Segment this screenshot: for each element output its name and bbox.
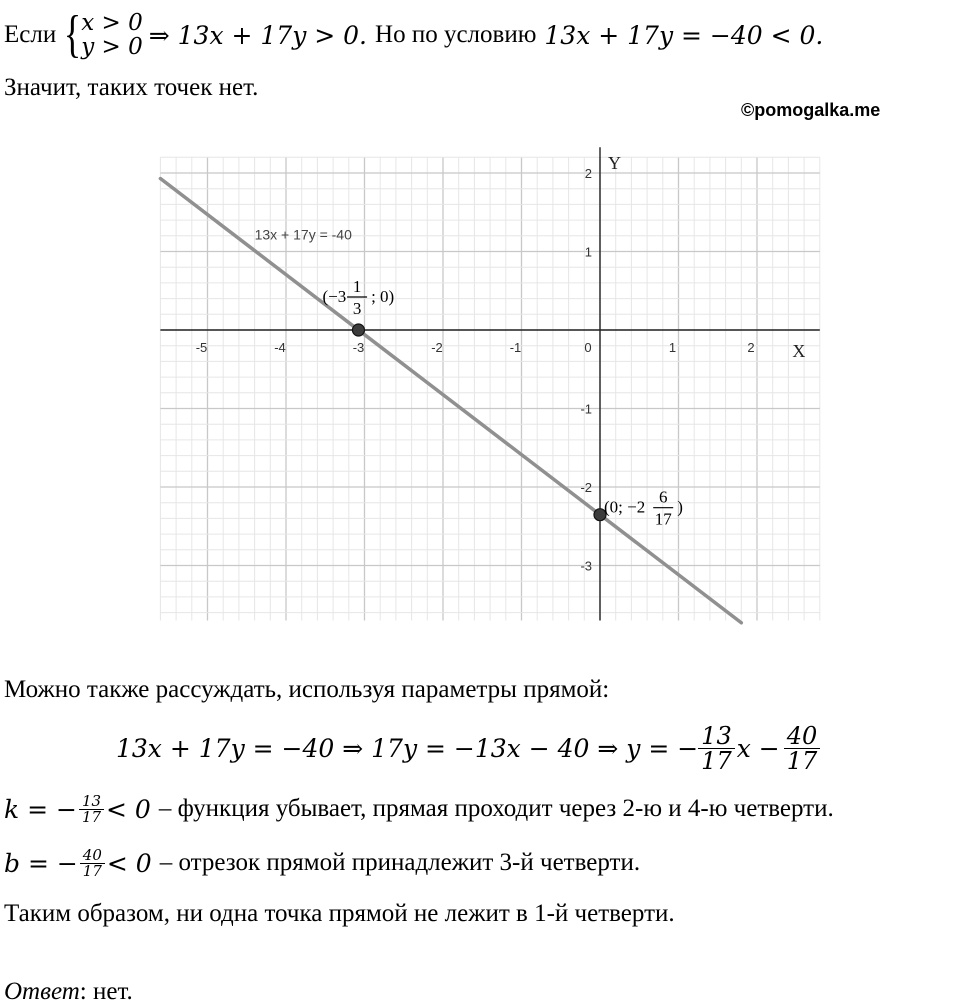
fraction-num: 40 (784, 724, 821, 749)
system-rows (81, 11, 143, 59)
x-tick-label: 2 (747, 340, 755, 355)
fraction-13-17 (698, 721, 735, 775)
params-intro: Можно также рассуждать, используя параметры прямой: (4, 676, 610, 703)
k-rel: < 0 (106, 794, 151, 824)
b-line (4, 840, 640, 886)
k-text: – функция убывает, прямая проходит через 2-ю и 4-ю четверти. (158, 795, 834, 822)
intersection-point (352, 324, 364, 336)
derivation-mid: x − (736, 733, 780, 763)
k-fraction (79, 791, 104, 826)
fraction-num: 40 (80, 848, 105, 864)
answer-line (4, 978, 133, 1006)
point-label-prefix: (0; −2 (604, 497, 646, 517)
y-tick-label: -1 (580, 401, 592, 417)
y-axis-name: Y (608, 153, 621, 174)
x-tick-label: -4 (274, 340, 286, 355)
k-var: k = − (4, 794, 77, 824)
intro-esli: Если (4, 21, 57, 48)
x-tick-label: -3 (352, 340, 365, 355)
derivation-part1: 13x + 17y = −40 ⇒ 17y = −13x − 40 ⇒ y = − (116, 733, 699, 763)
answer-text: : нет. (79, 978, 133, 1005)
fraction-den: 17 (786, 746, 818, 775)
point-label-frac-num: 1 (352, 277, 362, 296)
conclusion-no-points: Значит, таких точек нет. (4, 74, 259, 101)
y-tick-label: -3 (580, 558, 592, 574)
system-row-1: x > 0 (81, 10, 143, 36)
series-line (160, 179, 741, 623)
tick-labels (196, 153, 806, 573)
x-axis-name: X (792, 341, 806, 361)
x-tick-label: 0 (584, 340, 592, 355)
y-tick-label: 1 (584, 244, 592, 260)
derivation-line (116, 712, 820, 784)
intro-condition-text: Но по условию (375, 21, 537, 48)
fraction-num: 13 (698, 724, 735, 749)
y-tick-label: 2 (584, 166, 592, 181)
inequality-system (60, 6, 143, 63)
system-brace: { (63, 6, 82, 63)
system-row-2: y > 0 (81, 34, 143, 60)
point-label-frac-den: 17 (654, 509, 672, 529)
fraction-den: 17 (82, 861, 102, 880)
point-label-prefix: (−3 (322, 287, 347, 306)
point-label-suffix: ; 0) (371, 287, 395, 306)
watermark: ©pomogalka.me (741, 100, 881, 120)
b-text: – отрезок прямой принадлежит 3-й четверти. (159, 849, 641, 876)
fraction-den: 17 (81, 807, 102, 826)
fraction-num: 13 (79, 794, 104, 810)
x-tick-label: -1 (509, 340, 522, 355)
intro-line (4, 6, 824, 63)
series-layer (160, 179, 741, 623)
b-fraction (80, 845, 105, 880)
intro-implies-expr: ⇒ 13x + 17y > 0. (148, 20, 368, 50)
x-tick-label: -5 (195, 340, 208, 355)
point-label-suffix: ) (677, 497, 683, 517)
x-tick-label: 1 (668, 340, 677, 355)
point-label-frac-num: 6 (658, 487, 668, 507)
y-tick-label: -2 (580, 480, 592, 495)
point-label-frac-den: 3 (352, 299, 362, 318)
k-line (4, 786, 834, 832)
b-rel: < 0 (106, 848, 152, 878)
fraction-40-17 (784, 721, 821, 775)
b-var: b = − (4, 848, 78, 878)
series-label: 13x + 17y = -40 (254, 226, 352, 243)
line-plot (150, 140, 825, 630)
conclusion-quadrant: Таким образом, ни одна точка прямой не лежит в 1-й четверти. (4, 900, 675, 927)
answer-label: Ответ (4, 978, 80, 1005)
fraction-den: 17 (701, 746, 732, 775)
intro-condition-expr: 13x + 17y = −40 < 0. (544, 20, 824, 50)
x-tick-label: -2 (431, 340, 443, 355)
